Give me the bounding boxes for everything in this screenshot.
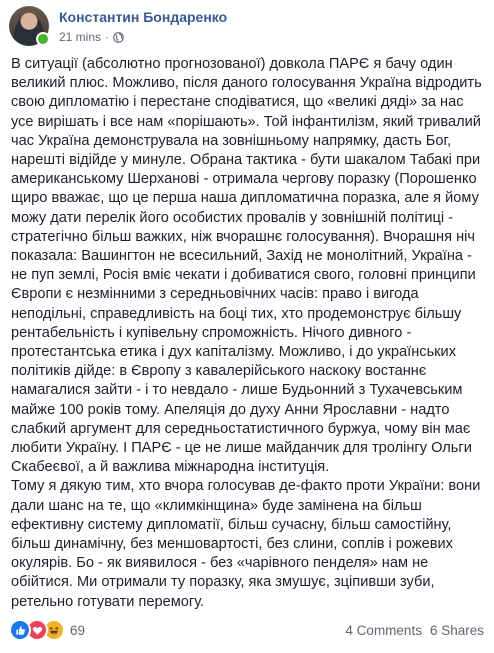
comments-count-link[interactable]: 4 Comments [345, 622, 422, 638]
post-time-row [59, 30, 227, 44]
online-status-indicator [36, 32, 50, 46]
reaction-count: 69 [70, 622, 86, 638]
shares-count-link[interactable]: 6 Shares [429, 622, 484, 638]
avatar[interactable] [9, 6, 49, 46]
author-name[interactable]: Константин Бондаренко [59, 9, 228, 25]
post-footer [9, 619, 484, 641]
post-header [9, 6, 227, 50]
meta-separator: · [105, 30, 110, 44]
reactions-summary[interactable] [9, 619, 85, 641]
post-meta [59, 8, 227, 44]
post-timestamp[interactable]: 21 mins [59, 30, 102, 44]
post-stats [345, 623, 484, 638]
like-icon [9, 619, 31, 641]
post-body-text: В ситуації (абсолютно прогнозованої) довкола ПАРЄ я бачу один великий плюс. Можливо, після даного голосування Україна відродить свою дипломатію і перестане сподіватися, що «великі дяді» за нас усе вирішать і все нам «порішають». Той інфантилізм, який тривалий час Україна демонструвала на зовнішньому напрямку, дасть Бог, нарешті відійде у минуле. Обрана тактика - бути шакалом Табакі при американському Шерханові - отримала чергову поразку (Порошенко щиро вважає, що це перша наша дипломатична поразка, але я йому можу дати перелік його особистих провалів у зовнішній політиці - стратегічно більш важких, ніж вчорашнє голосування). Вчорашня ніч показала: Вашингтон не всесильний, Захід не монолітний, Україна - не пуп землі, Росія вміє чекати і добиватися свого, головні принципи Європи є незмінними з середньовічних часів: право і вигода неподільні, справедливість на боці тих, хто продемонструє більшу рентабельність і купівельну спроможність. Нічого дивного - протестантська етика і дух капіталізму. Можливо, і до українських політиків дійде: в Європу з кавалерійського наскоку востаннє намагалися зайти - і то невдало - лише Будьонний з Тухачевським майже 100 років тому. Апеляція до духу Анни Ярославни - надто слабкий аргумент для середньостатистичного буржуа, чому він має любити Україну. І ПАРЄ - це не лише майданчик для тролінгу Ольги Скабеєвої, а й важлива міжнародна інституція. Тому я дякую тим, хто вчора голосував де-факто проти України: вони дали шанс на те, що «климкінщина» буде замінена на більш ефективну систему дипломатії, більш сучасну, більш самостійну, більш динамічну, без меншовартості, без слини, соплів і рожевих окулярів. Бо - як виявилося - без «чарівного пенделя» нам не обійтися. Ми отримали ту поразку, яка змушує, зціпивши зуби, ретельно готувати перемогу. [11, 56, 482, 610]
globe-icon[interactable] [113, 32, 124, 43]
